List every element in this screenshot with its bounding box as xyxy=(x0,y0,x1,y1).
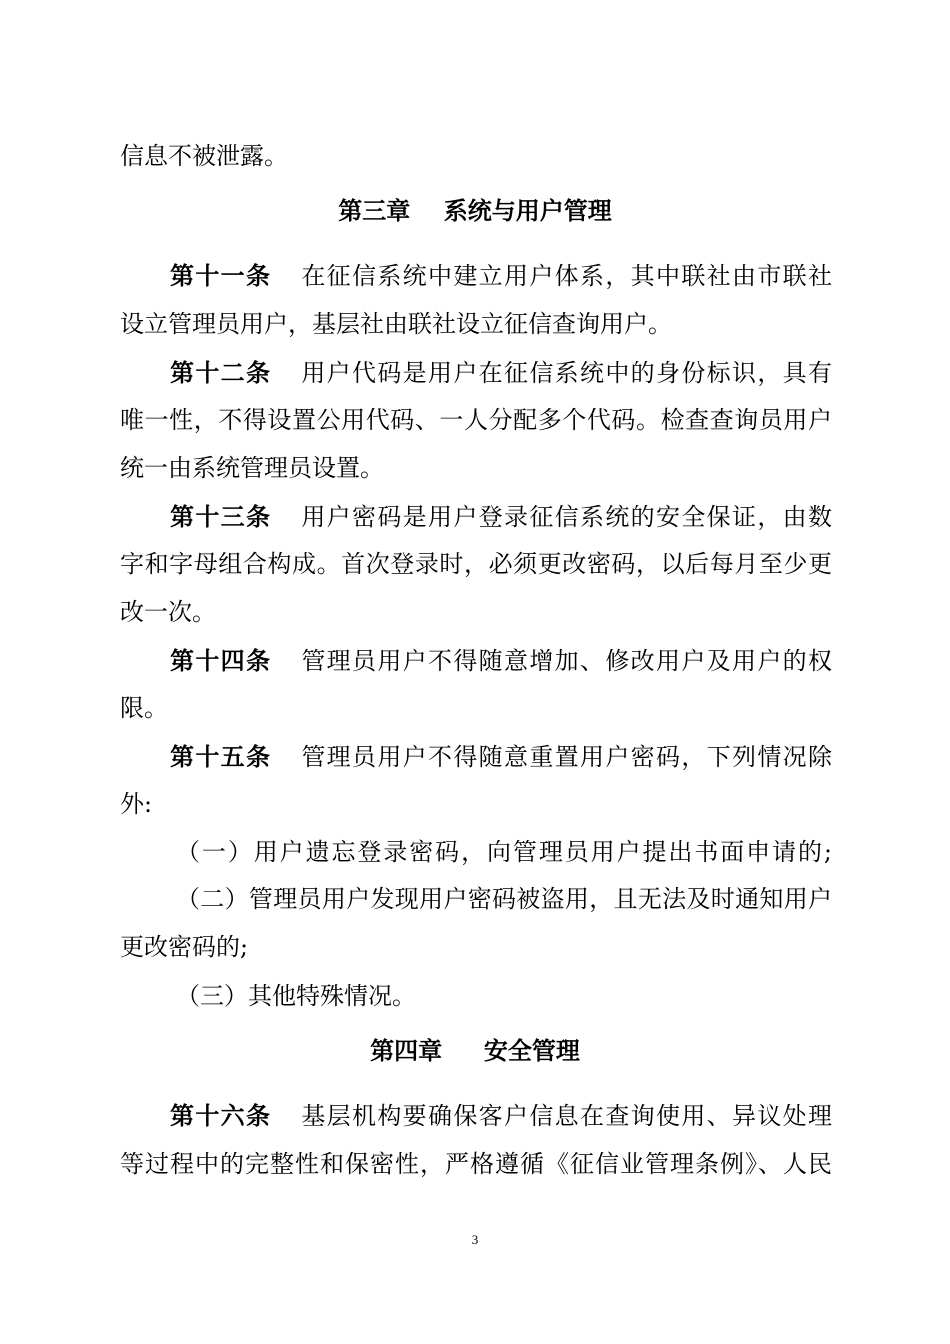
article-14-text-1: 管理员用户不得随意增加、修改用户及用户的权 xyxy=(301,647,832,675)
continuation-text: 信息不被泄露。 xyxy=(120,142,288,170)
chapter-3-title: 系统与用户管理 xyxy=(443,197,612,225)
article-12-label: 第十二条 xyxy=(170,359,272,387)
chapter-4-heading xyxy=(0,1035,950,1067)
article-15-line-1 xyxy=(170,741,832,773)
article-15-item-1: （一）用户遗忘登录密码，向管理员用户提出书面申请的; xyxy=(176,838,832,866)
article-15-item-2-line-1: （二）管理员用户发现用户密码被盗用，且无法及时通知用户 xyxy=(176,885,832,913)
article-14-line-2: 限。 xyxy=(120,694,168,722)
article-13-label: 第十三条 xyxy=(170,503,272,531)
chapter-3-heading xyxy=(0,195,950,227)
article-13-line-1 xyxy=(170,501,832,533)
article-16-line-2: 等过程中的完整性和保密性，严格遵循《征信业管理条例》、人民 xyxy=(120,1150,832,1178)
article-13-text-1: 用户密码是用户登录征信系统的安全保证，由数 xyxy=(301,503,832,531)
chapter-4-title: 安全管理 xyxy=(483,1037,580,1065)
article-11-line-1 xyxy=(170,260,832,292)
article-12-line-2: 唯一性，不得设置公用代码、一人分配多个代码。检查查询员用户 xyxy=(120,406,832,434)
article-11-line-2: 设立管理员用户，基层社由联社设立征信查询用户。 xyxy=(120,310,672,338)
article-16-line-1 xyxy=(170,1100,832,1132)
article-14-line-1 xyxy=(170,645,832,677)
article-12-line-1 xyxy=(170,357,832,389)
chapter-3-number: 第三章 xyxy=(338,197,411,225)
article-14-label: 第十四条 xyxy=(170,647,272,675)
article-15-label: 第十五条 xyxy=(170,743,272,771)
article-13-line-3: 改一次。 xyxy=(120,598,216,626)
article-11-text-1: 在征信系统中建立用户体系，其中联社由市联社 xyxy=(301,262,832,290)
chapter-4-number: 第四章 xyxy=(370,1037,443,1065)
article-16-label: 第十六条 xyxy=(170,1102,272,1130)
article-11-label: 第十一条 xyxy=(170,262,272,290)
article-15-item-2-line-2: 更改密码的; xyxy=(120,933,249,961)
article-15-line-2: 外: xyxy=(120,790,153,818)
article-15-item-3: （三）其他特殊情况。 xyxy=(176,982,416,1010)
page-number: 3 xyxy=(471,1232,479,1247)
article-15-text-1: 管理员用户不得随意重置用户密码，下列情况除 xyxy=(301,743,832,771)
article-16-text-1: 基层机构要确保客户信息在查询使用、异议处理 xyxy=(301,1102,832,1130)
article-12-line-3: 统一由系统管理员设置。 xyxy=(120,454,384,482)
article-12-text-1: 用户代码是用户在征信系统中的身份标识，具有 xyxy=(301,359,832,387)
article-13-line-2: 字和字母组合构成。首次登录时，必须更改密码，以后每月至少更 xyxy=(120,550,832,578)
